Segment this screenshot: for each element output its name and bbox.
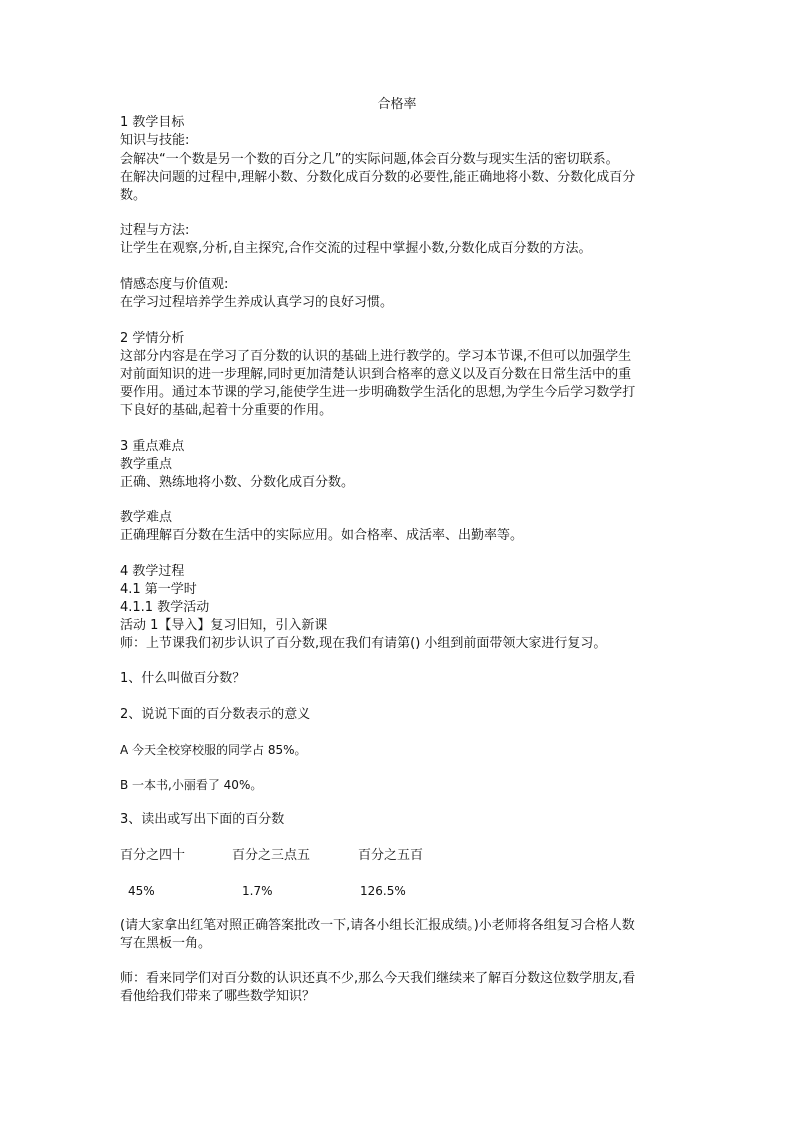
note-line: (请大家拿出红笔对照正确答案批改一下,请各小组长汇报成绩。)小老师将各组复习合格人数 <box>120 918 635 933</box>
question-2: 2、说说下面的百分数表示的意义 <box>120 707 311 722</box>
key-heading: 教学重点 <box>120 457 173 472</box>
percent-number-3: 126.5% <box>360 884 406 898</box>
percent-word-2: 百分之三点五 <box>232 848 311 863</box>
paragraph-line: 正确、熟练地将小数、分数化成百分数。 <box>120 475 355 490</box>
emotion-heading: 情感态度与价值观: <box>120 277 229 292</box>
knowledge-heading: 知识与技能: <box>120 133 190 148</box>
section-heading-keypoints: 3 重点难点 <box>120 439 185 454</box>
teacher-line: 师：上节课我们初步认识了百分数,现在我们有请第() 小组到前面带领大家进行复习。 <box>120 636 607 651</box>
note-line: 写在黑板一角。 <box>120 936 212 951</box>
paragraph-line: 让学生在观察,分析,自主探究,合作交流的过程中掌握小数,分数化成百分数的方法。 <box>120 241 592 256</box>
paragraph-line: 在解决问题的过程中,理解小数、分数化成百分数的必要性,能正确地将小数、分数化成百分 <box>120 170 636 185</box>
paragraph-line: 正确理解百分数在生活中的实际应用。如合格率、成活率、出勤率等。 <box>120 528 524 543</box>
percent-word-3: 百分之五百 <box>358 848 424 863</box>
activity-title: 活动 1【导入】复习旧知，引入新课 <box>120 618 328 633</box>
question-1: 1、什么叫做百分数？ <box>120 671 246 686</box>
question-3: 3、读出或写出下面的百分数 <box>120 812 285 827</box>
subheading-activities: 4.1.1 教学活动 <box>120 600 210 615</box>
paragraph-line: 下良好的基础,起着十分重要的作用。 <box>120 403 333 418</box>
paragraph-line: 要作用。通过本节课的学习,能使学生进一步明确数学生活化的思想,为学生今后学习数学打 <box>120 385 636 400</box>
question-2a: A 今天全校穿校服的同学占 85%。 <box>120 743 307 757</box>
document-title: 合格率 <box>377 97 417 112</box>
paragraph-line: 这部分内容是在学习了百分数的认识的基础上进行教学的。学习本节课,不但可以加强学生 <box>120 349 632 364</box>
section-heading-process: 4 教学过程 <box>120 564 185 579</box>
process-heading: 过程与方法: <box>120 223 190 238</box>
percent-number-2: 1.7% <box>242 884 273 898</box>
question-2b: B 一本书,小丽看了 40%。 <box>120 778 263 792</box>
percent-number-1: 45% <box>128 884 155 898</box>
section-heading-analysis: 2 学情分析 <box>120 331 185 346</box>
subheading-lesson: 4.1 第一学时 <box>120 582 197 597</box>
teacher-line: 看他给我们带来了哪些数学知识？ <box>120 989 316 1004</box>
paragraph-line: 数。 <box>120 188 147 203</box>
section-heading-objectives: 1 教学目标 <box>120 115 185 130</box>
paragraph-line: 对前面知识的进一步理解,同时更加清楚认识到合格率的意义以及百分数在日常生活中的重 <box>120 367 632 382</box>
paragraph-line: 在学习过程培养学生养成认真学习的良好习惯。 <box>120 295 394 310</box>
difficult-heading: 教学难点 <box>120 510 173 525</box>
percent-word-1: 百分之四十 <box>120 848 186 863</box>
teacher-line: 师：看来同学们对百分数的认识还真不少,那么今天我们继续来了解百分数这位数学朋友,看 <box>120 971 636 986</box>
paragraph-line: 会解决“一个数是另一个数的百分之几”的实际问题,体会百分数与现实生活的密切联系。 <box>120 152 619 167</box>
